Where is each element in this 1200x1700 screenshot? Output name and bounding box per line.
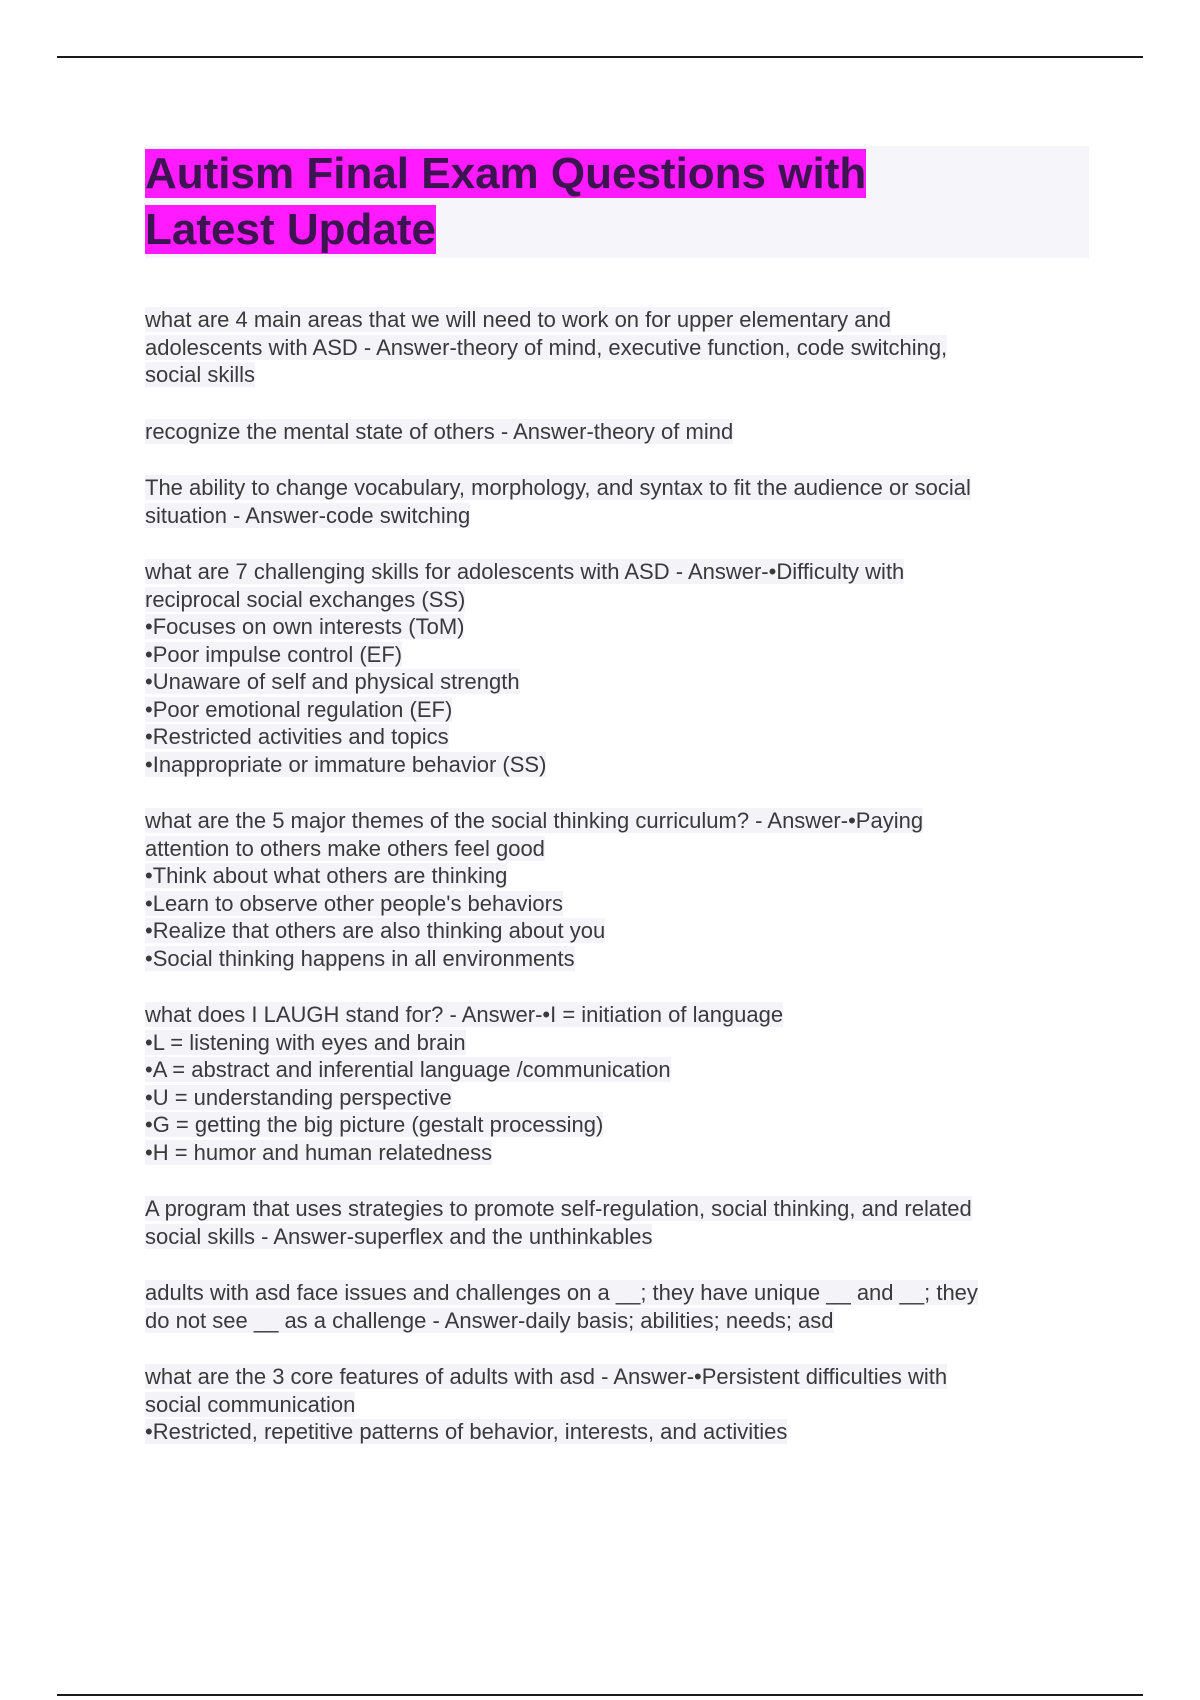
qa-line <box>145 917 1089 945</box>
qa-line <box>145 1307 1089 1335</box>
qa-item <box>145 807 1089 972</box>
qa-line <box>145 1084 1089 1112</box>
qa-line-text: •Inappropriate or immature behavior (SS) <box>145 751 547 777</box>
qa-line-text: •Unaware of self and physical strength <box>145 669 520 694</box>
qa-line-text: The ability to change vocabulary, morphology, and syntax to fit the audience or social <box>145 475 971 500</box>
qa-line <box>145 306 1089 334</box>
qa-line-text: •H = humor and human relatedness <box>145 1139 493 1165</box>
qa-line-text: adults with asd face issues and challenges on a __; they have unique __ and __; they <box>145 1280 978 1305</box>
qa-line <box>145 723 1089 751</box>
qa-line-text: social communication <box>145 1391 356 1417</box>
qa-line-text: what does I LAUGH stand for? - Answer-•I = initiation of language <box>145 1002 784 1027</box>
qa-line-text: adolescents with ASD - Answer-theory of mind, executive function, code switching, <box>145 334 948 360</box>
qa-line <box>145 1056 1089 1084</box>
qa-line-text: •Restricted, repetitive patterns of behavior, interests, and activities <box>145 1419 788 1444</box>
qa-line-text: •L = listening with eyes and brain <box>145 1029 466 1055</box>
qa-line-text: •G = getting the big picture (gestalt processing) <box>145 1112 604 1137</box>
qa-line <box>145 668 1089 696</box>
qa-line <box>145 1279 1089 1307</box>
qa-item <box>145 1001 1089 1166</box>
qa-line <box>145 1363 1089 1391</box>
qa-line-text: •Restricted activities and topics <box>145 724 449 749</box>
qa-line <box>145 1029 1089 1057</box>
qa-line-text: •A = abstract and inferential language /communication <box>145 1057 671 1082</box>
qa-line <box>145 1001 1089 1029</box>
qa-line <box>145 1139 1089 1167</box>
title-line-2: Latest Update <box>145 205 436 254</box>
qa-line <box>145 1223 1089 1251</box>
qa-line-text: what are 7 challenging skills for adolescents with ASD - Answer-•Difficulty with <box>145 559 905 584</box>
qa-line-text: situation - Answer-code switching <box>145 502 471 528</box>
document-body <box>145 146 1089 1475</box>
title-block <box>145 146 1089 258</box>
qa-line-text: what are 4 main areas that we will need to work on for upper elementary and <box>145 307 891 332</box>
qa-item <box>145 306 1089 389</box>
qa-item <box>145 418 1089 446</box>
qa-line-text: what are the 3 core features of adults with asd - Answer-•Persistent difficulties with <box>145 1364 948 1389</box>
qa-line <box>145 696 1089 724</box>
qa-line <box>145 807 1089 835</box>
qa-line-text: attention to others make others feel good <box>145 835 545 861</box>
qa-line <box>145 862 1089 890</box>
qa-line <box>145 361 1089 389</box>
qa-item <box>145 1279 1089 1334</box>
qa-line <box>145 751 1089 779</box>
qa-line-text: •Learn to observe other people's behaviors <box>145 890 563 916</box>
qa-line <box>145 586 1089 614</box>
bottom-rule <box>57 1694 1143 1696</box>
qa-item <box>145 558 1089 778</box>
qa-line-text: •U = understanding perspective <box>145 1084 452 1110</box>
top-rule <box>57 56 1143 58</box>
qa-line-text: •Social thinking happens in all environments <box>145 945 575 971</box>
qa-line <box>145 558 1089 586</box>
qa-line-text: what are the 5 major themes of the social thinking curriculum? - Answer-•Paying <box>145 808 924 833</box>
qa-line <box>145 1111 1089 1139</box>
qa-line <box>145 945 1089 973</box>
qa-item <box>145 1363 1089 1446</box>
qa-line-text: reciprocal social exchanges (SS) <box>145 586 466 612</box>
qa-line-text: •Realize that others are also thinking about you <box>145 918 606 943</box>
qa-line-text: social skills <box>145 362 256 387</box>
qa-line-text: •Think about what others are thinking <box>145 863 508 888</box>
qa-line <box>145 641 1089 669</box>
qa-line-text: •Focuses on own interests (ToM) <box>145 614 465 639</box>
qa-line-text: A program that uses strategies to promote self-regulation, social thinking, and related <box>145 1196 972 1221</box>
qa-list <box>145 306 1089 1446</box>
qa-line-text: •Poor emotional regulation (EF) <box>145 696 453 722</box>
qa-line <box>145 334 1089 362</box>
qa-line-text: recognize the mental state of others - Answer-theory of mind <box>145 418 734 444</box>
qa-line <box>145 502 1089 530</box>
qa-item <box>145 474 1089 529</box>
qa-line <box>145 418 1089 446</box>
title-line-1: Autism Final Exam Questions with <box>145 149 867 198</box>
qa-line <box>145 1391 1089 1419</box>
qa-line-text: •Poor impulse control (EF) <box>145 641 403 667</box>
qa-line <box>145 890 1089 918</box>
qa-line-text: do not see __ as a challenge - Answer-daily basis; abilities; needs; asd <box>145 1307 834 1333</box>
qa-line <box>145 613 1089 641</box>
qa-item <box>145 1195 1089 1250</box>
document-title <box>145 146 1089 258</box>
qa-line <box>145 1195 1089 1223</box>
qa-line <box>145 474 1089 502</box>
qa-line <box>145 835 1089 863</box>
qa-line <box>145 1418 1089 1446</box>
qa-line-text: social skills - Answer-superflex and the unthinkables <box>145 1223 653 1249</box>
